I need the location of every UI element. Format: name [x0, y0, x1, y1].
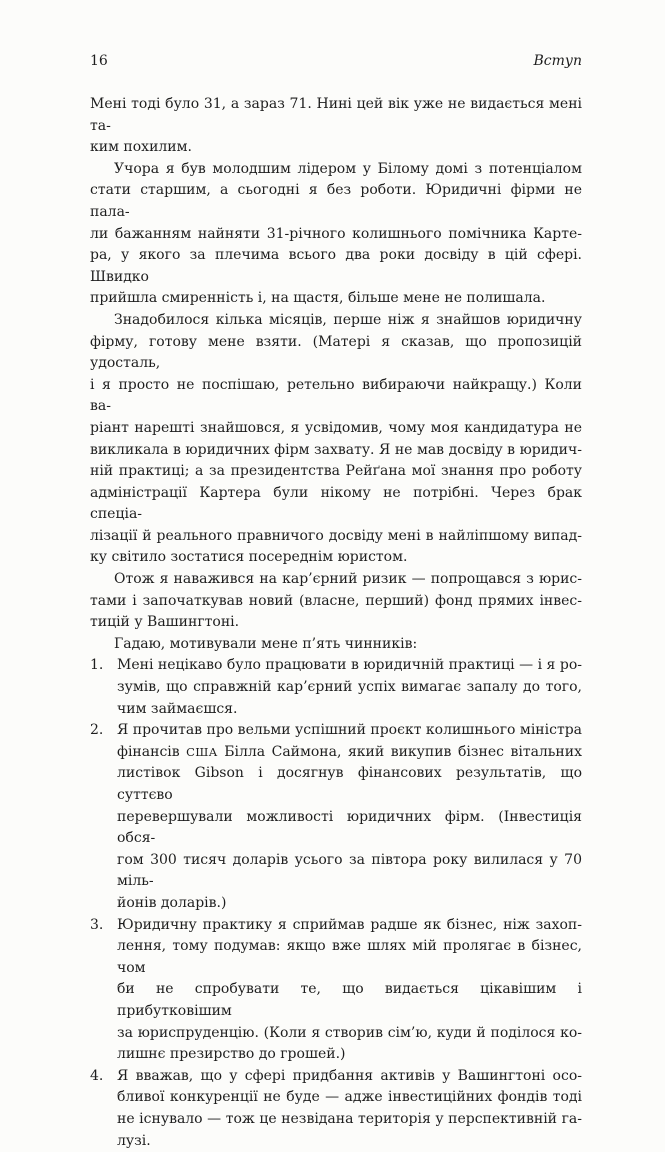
list-item — [90, 1066, 582, 1152]
text-line — [117, 742, 582, 764]
text-line: би не спробувати те, що видається цікавішим і прибутковішим — [117, 979, 582, 1022]
text-segment: Білла Саймона, який викупив бізнес вітальних — [218, 744, 582, 760]
paragraph — [90, 569, 582, 634]
list-item — [90, 720, 582, 914]
text-line: ким похилим. — [90, 137, 582, 159]
text-line: Юридичну практику я сприймав радше як бізнес, ніж захоп- — [117, 915, 582, 937]
paragraph — [90, 94, 582, 159]
text-line: Гадаю, мотивували мене п’ять чинників: — [90, 634, 582, 656]
text-line: адміністрації Картера були нікому не потрібні. Через брак спеціа- — [90, 483, 582, 526]
list-item — [90, 915, 582, 1066]
text-line: лишнє презирство до грошей.) — [117, 1044, 582, 1066]
list-item-number: 1. — [90, 655, 117, 677]
text-line: перевершували можливості юридичних фірм. (Інвестиція обся- — [117, 807, 582, 850]
list-item — [90, 655, 582, 720]
paragraph — [90, 159, 582, 310]
body-text — [90, 94, 582, 1152]
text-line: йонів доларів.) — [117, 893, 582, 915]
text-line: Я прочитав про вельми успішний проєкт колишнього міністра — [117, 720, 582, 742]
text-segment: фінансів — [117, 744, 186, 760]
list-item-number: 2. — [90, 720, 117, 742]
text-line: не існувало — тож це незвідана територія у перспективній га- — [117, 1109, 582, 1131]
text-line: ріант нарешті знайшовся, я усвідомив, чому моя кандидатура не — [90, 418, 582, 440]
text-line: лузі. — [117, 1131, 582, 1152]
list-item-number: 4. — [90, 1066, 117, 1088]
text-line: стати старшим, а сьогодні я без роботи. Юридичні фірми не пала- — [90, 180, 582, 223]
text-line: зумів, що справжній кар’єрний успіх вимагає запалу до того, — [117, 677, 582, 699]
smallcaps-text: США — [186, 745, 218, 759]
text-line: ку світило зостатися посереднім юристом. — [90, 547, 582, 569]
text-line: Мені нецікаво було працювати в юридичній практиці — і я ро- — [117, 655, 582, 677]
text-line: тами і започаткував новий (власне, перший) фонд прямих інвес- — [90, 591, 582, 613]
text-line: ній практиці; а за президентства Рейґана мої знання про роботу — [90, 461, 582, 483]
text-line: листівок Gibson і досягнув фінансових результатів, що суттєво — [117, 763, 582, 806]
text-line: чим займаєшся. — [117, 699, 582, 721]
text-line: Я вважав, що у сфері придбання активів у Вашингтоні осо- — [117, 1066, 582, 1088]
text-line: гом 300 тисяч доларів усього за півтора року вилилася у 70 міль- — [117, 850, 582, 893]
running-head-title: Вступ — [533, 52, 582, 70]
text-line: за юриспруденцію. (Коли я створив сім’ю, куди й поділося ко- — [117, 1023, 582, 1045]
text-line: фірму, готову мене взяти. (Матері я сказав, що пропозицій удосталь, — [90, 332, 582, 375]
text-line: лення, тому подумав: якщо вже шлях мій пролягає в бізнес, чом — [117, 936, 582, 979]
paragraph — [90, 310, 582, 569]
text-line: ли бажанням найняти 31-річного колишнього помічника Карте- — [90, 224, 582, 246]
page-number: 16 — [90, 52, 108, 70]
text-line: тицій у Вашингтоні. — [90, 612, 582, 634]
text-line: Учора я був молодшим лідером у Білому домі з потенціалом — [90, 159, 582, 181]
text-line: прийшла смиренність і, на щастя, більше мене не полишала. — [90, 288, 582, 310]
paragraph — [90, 634, 582, 656]
text-line: Мені тоді було 31, а зараз 71. Нині цей вік уже не видається мені та- — [90, 94, 582, 137]
text-line: лізації й реального правничого досвіду мені в найліпшому випад- — [90, 526, 582, 548]
text-line: ра, у якого за плечима всього два роки досвіду в цій сфері. Швидко — [90, 245, 582, 288]
text-line: бливої конкуренції не буде — адже інвестиційних фондів тоді — [117, 1087, 582, 1109]
text-line: Отож я наважився на кар’єрний ризик — попрощався з юрис- — [90, 569, 582, 591]
text-line: Знадобилося кілька місяців, перше ніж я знайшов юридичну — [90, 310, 582, 332]
text-line: викликала в юридичних фірм захвату. Я не мав досвіду в юридич- — [90, 440, 582, 462]
running-header — [90, 52, 582, 70]
text-line: і я просто не поспішаю, ретельно вибираючи найкращу.) Коли ва- — [90, 375, 582, 418]
list-item-number: 3. — [90, 915, 117, 937]
